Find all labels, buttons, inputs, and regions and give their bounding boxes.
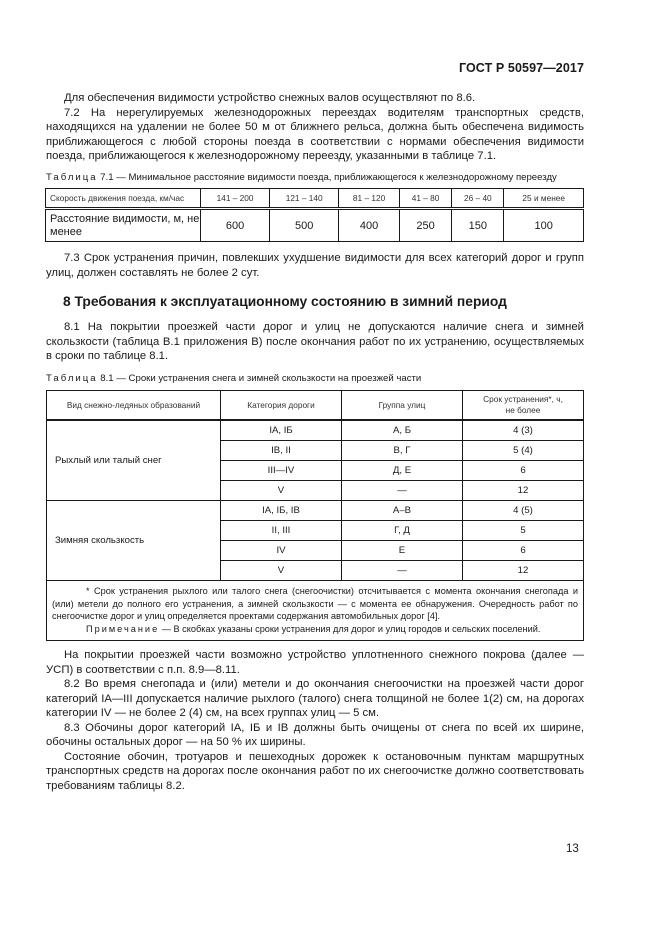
road-category: II, III <box>221 521 342 541</box>
speed-column: 41 – 80 <box>399 189 451 209</box>
speed-column: 25 и менее <box>504 189 584 209</box>
paragraph-8-1: 8.1 На покрытии проезжей части дорог и улиц не допускаются наличие снега и зимней скользкости (таблица В.1 приложения В) после окончания работ по их устранению, осуществляемых в сроки по таблице 8.1. <box>46 321 584 362</box>
paragraph-7-2: 7.2 На нерегулируемых железнодорожных переездах водителям транспортных средств, находящихся на удалении не более 50 м от ближнего рельса, должна быть обеспечена видимость приближающегося с любой стороны поезда в соответствии с нормами обеспечения видимости поезда, приближающегося к железнодорожному переезду, указанными в таблице 7.1. <box>46 106 584 162</box>
paragraph-8-3: 8.3 Обочины дорог категорий IА, IБ и IВ должны быть очищены от снега по всей их ширине, обочины остальных дорог — на 50 % их ширины. <box>46 721 584 748</box>
road-category: IА, IБ <box>221 420 342 441</box>
removal-term: 5 (4) <box>463 441 584 461</box>
distance-value: 500 <box>270 209 339 242</box>
removal-term: 6 <box>463 461 584 481</box>
table-row <box>47 501 584 521</box>
group-loose-snow: Рыхлый или талый снег <box>47 420 221 501</box>
table-row <box>47 420 584 441</box>
table-7-1-caption <box>46 172 606 184</box>
street-group: А–В <box>342 501 463 521</box>
road-category: V <box>221 561 342 581</box>
page-number: 13 <box>566 843 579 855</box>
road-category: IV <box>221 541 342 561</box>
header-road-category: Категория дороги <box>221 391 342 421</box>
distance-value: 400 <box>339 209 400 242</box>
note-label: Примечание <box>86 623 160 634</box>
removal-term: 4 (5) <box>463 501 584 521</box>
paragraph-snow-banks: Для обеспечения видимости устройство снежных валов осуществляют по 8.6. <box>64 92 476 104</box>
paragraph-7-3: 7.3 Срок устранения причин, повлекших ухудшение видимости для всех категорий дорог и групп улиц, должен составлять не более 2 сут. <box>46 252 584 279</box>
row-header-distance: Расстояние видимости, м, не менее <box>46 209 201 242</box>
after-table-text <box>46 648 584 793</box>
table-footnote: * Срок устранения рыхлого или талого снега (снегоочистки) отсчитывается с момента окончания снегопада и (или) метели до полного его устранения, а зимней скользкости — с момента ее обнаружения. Очередность работ по снегоочистке дорог и улиц определяется проектами содержания автомобильных дорог [4]. <box>52 586 578 621</box>
header-street-group: Группа улиц <box>342 391 463 421</box>
section-8-heading: 8 Требования к эксплуатационному состоянию в зимний период <box>63 294 507 309</box>
table-label: Таблица <box>46 172 98 183</box>
street-group: Е <box>342 541 463 561</box>
table-label: Таблица <box>46 373 98 384</box>
speed-column: 26 – 40 <box>452 189 504 209</box>
paragraph-8-2: 8.2 Во время снегопада и (или) метели и до окончания снегоочистки на проезжей части дорог категорий IА—III допускается наличие рыхлого (талого) снега толщиной не более 1(2) см, на дорогах категории IV — не более 2 (4) см, на всех группах улиц — 5 см. <box>46 678 584 719</box>
removal-term: 6 <box>463 541 584 561</box>
speed-column: 141 – 200 <box>201 189 270 209</box>
speed-column: 121 – 140 <box>270 189 339 209</box>
paragraph-shoulders-state: Состояние обочин, тротуаров и пешеходных дорожек к остановочным пунктам маршрутных транспортных средств на дорогах после окончания работ по их снегоочистке должно соответствовать требованиям таблицы 8.2. <box>46 750 584 792</box>
speed-column: 81 – 120 <box>339 189 400 209</box>
removal-term: 12 <box>463 561 584 581</box>
removal-term: 4 (3) <box>463 420 584 441</box>
distance-value: 250 <box>399 209 451 242</box>
header-formation-type: Вид снежно-ледяных образований <box>47 391 221 421</box>
table-footnote-cell <box>47 581 584 641</box>
intro-text <box>46 91 584 164</box>
header-removal-term: Срок устранения*, ч, не более <box>463 391 584 421</box>
street-group: — <box>342 481 463 501</box>
road-category: IВ, II <box>221 441 342 461</box>
table-footnote-row <box>47 581 584 641</box>
street-group: Д, Е <box>342 461 463 481</box>
street-group: А, Б <box>342 420 463 441</box>
paragraph-7-3-block <box>46 251 584 280</box>
paragraph-usp: На покрытии проезжей части возможно устройство уплотненного снежного покрова (далее — УСП) в соответствии с п.п. 8.9—8.11. <box>46 649 584 676</box>
table-7-1 <box>45 188 584 242</box>
paragraph-8-1-block <box>46 320 584 364</box>
note-text: — В скобках указаны сроки устранения для дорог и улиц городов и сельских поселений. <box>159 623 541 634</box>
removal-term: 12 <box>463 481 584 501</box>
distance-value: 600 <box>201 209 270 242</box>
distance-value: 100 <box>504 209 584 242</box>
table-7-1-title: 7.1 — Минимальное расстояние видимости поезда, приближающегося к железнодорожному переезду <box>97 172 557 183</box>
table-8-1-caption <box>46 373 606 385</box>
table-8-1-title: 8.1 — Сроки устранения снега и зимней скользкости на проезжей части <box>97 373 422 384</box>
road-category: V <box>221 481 342 501</box>
group-winter-slipperiness: Зимняя скользкость <box>47 501 221 581</box>
distance-value: 150 <box>452 209 504 242</box>
road-category: III—IV <box>221 461 342 481</box>
row-header-speed: Скорость движения поезда, км/час <box>46 189 201 209</box>
street-group: В, Г <box>342 441 463 461</box>
table-7-1-values-row <box>46 209 584 242</box>
street-group: — <box>342 561 463 581</box>
road-category: IА, IБ, IВ <box>221 501 342 521</box>
table-note <box>52 623 578 636</box>
table-8-1 <box>46 390 584 641</box>
street-group: Г, Д <box>342 521 463 541</box>
removal-term: 5 <box>463 521 584 541</box>
table-8-1-header-row <box>47 391 584 421</box>
document-id-header: ГОСТ Р 50597—2017 <box>458 61 584 75</box>
table-7-1-header-row <box>46 189 584 209</box>
